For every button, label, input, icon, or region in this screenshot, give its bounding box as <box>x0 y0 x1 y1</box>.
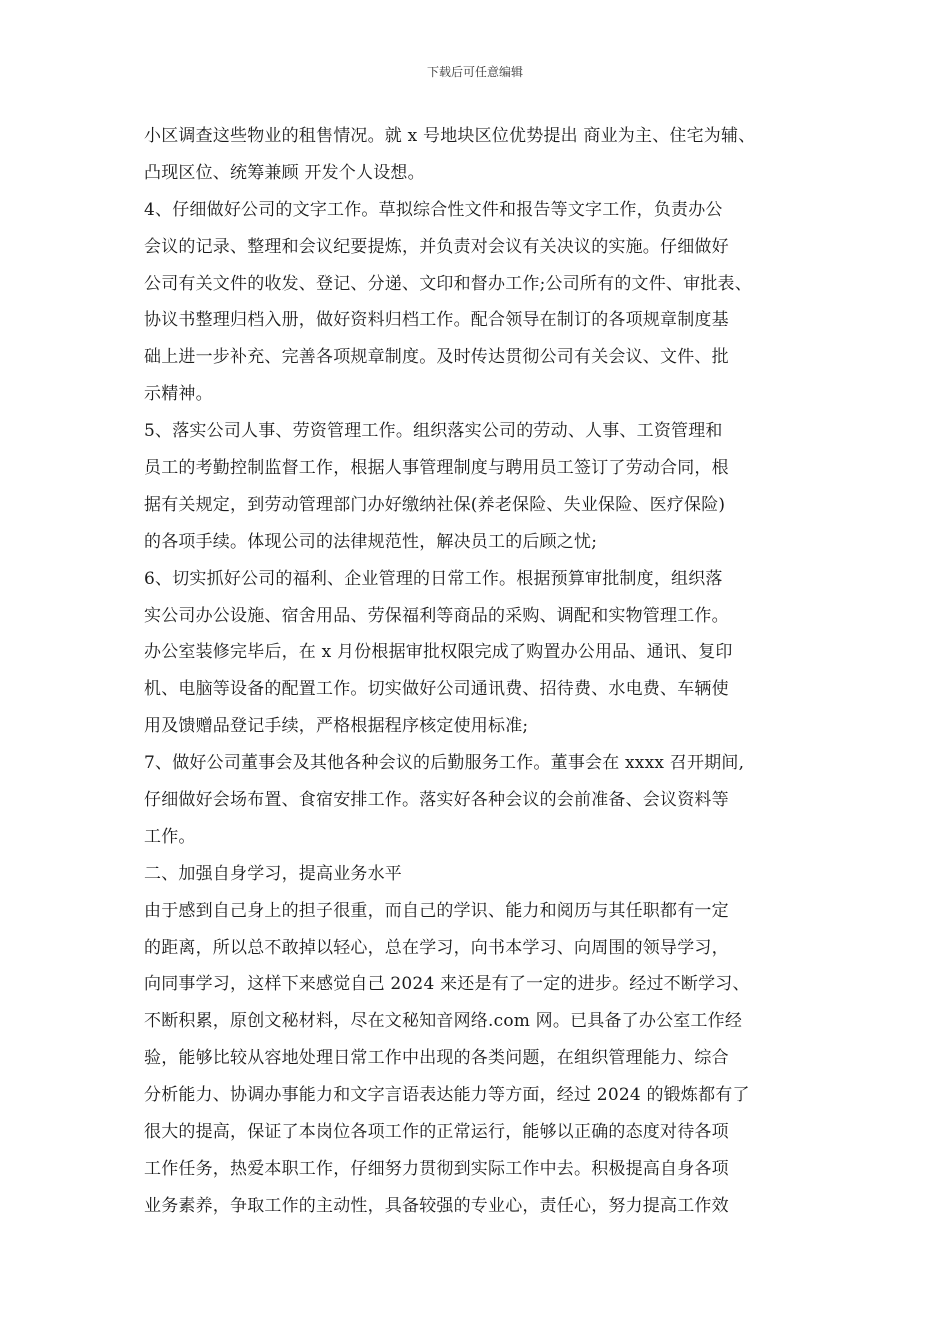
text-line: 4、仔细做好公司的文字工作。草拟综合性文件和报告等文字工作，负责办公 <box>144 199 723 220</box>
document-body <box>144 118 830 1225</box>
text-line: 验，能够比较从容地处理日常工作中出现的各类问题，在组织管理能力、综合 <box>144 1048 729 1069</box>
text-line: 业务素养，争取工作的主动性，具备较强的专业心，责任心，努力提高工作效 <box>144 1195 729 1216</box>
text-line: 很大的提高，保证了本岗位各项工作的正常运行，能够以正确的态度对待各项 <box>144 1122 729 1143</box>
text-line: 向同事学习，这样下来感觉自己 2024 来还是有了一定的进步。经过不断学习、 <box>144 974 750 995</box>
text-line: 的距离，所以总不敢掉以轻心，总在学习，向书本学习、向周围的领导学习， <box>144 937 729 958</box>
text-line: 实公司办公设施、宿舍用品、劳保福利等商品的采购、调配和实物管理工作。 <box>144 605 729 626</box>
section-heading: 二、加强自身学习，提高业务水平 <box>144 863 402 884</box>
text-line: 7、做好公司董事会及其他各种会议的后勤服务工作。董事会在 xxxx 召开期间, <box>144 753 745 774</box>
text-line: 凸现区位、统筹兼顾 开发个人设想。 <box>144 162 425 183</box>
text-line: 仔细做好会场布置、食宿安排工作。落实好各种会议的会前准备、会议资料等 <box>144 790 729 811</box>
text-line: 6、切实抓好公司的福利、企业管理的日常工作。根据预算审批制度，组织落 <box>144 568 723 589</box>
text-line: 不断积累，原创文秘材料，尽在文秘知音网络.com 网。已具备了办公室工作经 <box>144 1011 743 1032</box>
text-line: 机、电脑等设备的配置工作。切实做好公司通讯费、招待费、水电费、车辆使 <box>144 679 729 700</box>
text-line: 5、落实公司人事、劳资管理工作。组织落实公司的劳动、人事、工资管理和 <box>144 421 723 442</box>
text-line: 办公室装修完毕后，在 x 月份根据审批权限完成了购置办公用品、通讯、复印 <box>144 642 733 663</box>
text-line: 工作任务，热爱本职工作，仔细努力贯彻到实际工作中去。积极提高自身各项 <box>144 1158 729 1179</box>
text-line: 协议书整理归档入册，做好资料归档工作。配合领导在制订的各项规章制度基 <box>144 310 729 331</box>
text-line: 础上进一步补充、完善各项规章制度。及时传达贯彻公司有关会议、文件、批 <box>144 347 729 368</box>
text-line: 据有关规定，到劳动管理部门办好缴纳社保(养老保险、失业保险、医疗保险) <box>144 494 726 515</box>
text-line: 示精神。 <box>144 384 213 405</box>
text-line: 由于感到自己身上的担子很重，而自己的学识、能力和阅历与其任职都有一定 <box>144 900 729 921</box>
page-header: 下载后可任意编辑 <box>426 65 523 79</box>
text-line: 小区调查这些物业的租售情况。就 x 号地块区位优势提出 商业为主、住宅为辅、 <box>144 126 756 146</box>
text-line: 用及馈赠品登记手续，严格根据程序核定使用标准; <box>144 716 529 737</box>
text-line: 分析能力、协调办事能力和文字言语表达能力等方面，经过 2024 的锻炼都有了 <box>144 1085 750 1106</box>
text-line: 员工的考勤控制监督工作，根据人事管理制度与聘用员工签订了劳动合同，根 <box>144 458 729 479</box>
text-line: 会议的记录、整理和会议纪要提炼，并负责对会议有关决议的实施。仔细做好 <box>144 236 729 257</box>
text-line: 的各项手续。体现公司的法律规范性，解决员工的后顾之忧; <box>144 531 598 552</box>
text-line: 公司有关文件的收发、登记、分递、文印和督办工作;公司所有的文件、审批表、 <box>144 273 752 294</box>
text-line: 工作。 <box>144 826 196 847</box>
